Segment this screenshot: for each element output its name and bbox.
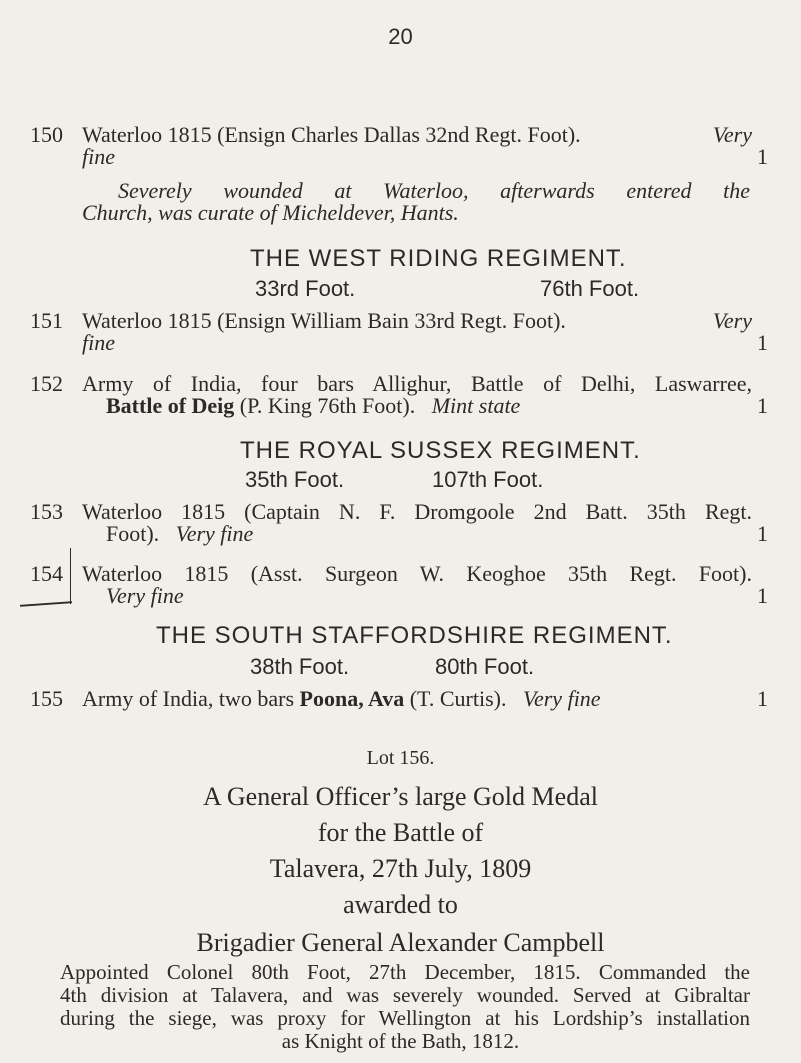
feature-lot-label: Lot 156. [366,747,435,769]
lot-description: Waterloo 1815 (Ensign Charles Dallas 32nd Regt. Foot). Very [82,122,752,147]
feature-heading: Brigadier General Alexander Campbell [196,928,605,957]
section-subtitle: 76th Foot. [540,276,640,301]
lot-description: Battle of Deig (P. King 76th Foot). Mint state [106,393,521,418]
lot-note: Church, was curate of Micheldever, Hants. [82,200,459,225]
section-subtitle: 33rd Foot. [255,276,356,301]
lot-description: Waterloo 1815 (Captain N. F. Dromgoole 2nd Batt. 35th Regt. [82,499,752,524]
lot-number: 150 [30,122,63,147]
feature-heading: for the Battle of [317,818,484,847]
section-subtitle: 107th Foot. [432,467,544,492]
lot-number: 154 [30,561,63,586]
lot-quantity: 1 [757,330,768,355]
feature-paragraph-line: Appointed Colonel 80th Foot, 27th December, 1815. Commanded the [60,960,750,984]
lot-quantity: 1 [757,521,768,546]
section-title: THE SOUTH STAFFORDSHIRE REGIMENT. [156,622,673,649]
lot-condition: fine [82,144,115,169]
lot-quantity: 1 [757,583,768,608]
lot-description: Army of India, four bars Allighur, Battle of Delhi, Laswarree, [82,371,752,396]
lot-quantity: 1 [757,144,768,169]
section-title: THE WEST RIDING REGIMENT. [250,245,627,272]
feature-heading: awarded to [343,890,458,919]
section-title: THE ROYAL SUSSEX REGIMENT. [240,437,641,464]
lot-description: Waterloo 1815 (Ensign William Bain 33rd Regt. Foot). Very [82,308,752,333]
lot-description: Waterloo 1815 (Asst. Surgeon W. Keoghoe 35th Regt. Foot). [82,561,752,586]
lot-number: 155 [30,686,63,711]
feature-heading: Talavera, 27th July, 1809 [269,854,532,883]
bracket-mark [20,601,72,607]
section-subtitle: 80th Foot. [435,654,535,679]
lot-quantity: 1 [757,686,768,711]
lot-condition: fine [82,330,115,355]
lot-condition: Very fine [106,583,184,608]
lot-quantity: 1 [757,393,768,418]
lot-description: Army of India, two bars Poona, Ava (T. Curtis). Very fine [82,686,601,711]
section-subtitle: 38th Foot. [250,654,350,679]
lot-note: Severely wounded at Waterloo, afterwards entered the [118,178,750,203]
page-number: 20 [388,24,413,49]
section-subtitle: 35th Foot. [245,467,345,492]
bracket-mark [70,548,71,604]
lot-number: 151 [30,308,63,333]
feature-paragraph-line: during the siege, was proxy for Wellington at his Lordship’s installation [60,1006,750,1030]
feature-paragraph-line: 4th division at Talavera, and was severely wounded. Served at Gibraltar [60,983,750,1007]
feature-paragraph-line: as Knight of the Bath, 1812. [281,1029,520,1053]
feature-heading: A General Officer’s large Gold Medal [203,782,598,811]
lot-description: Foot). Very fine [106,521,254,546]
lot-number: 153 [30,499,63,524]
lot-number: 152 [30,371,63,396]
